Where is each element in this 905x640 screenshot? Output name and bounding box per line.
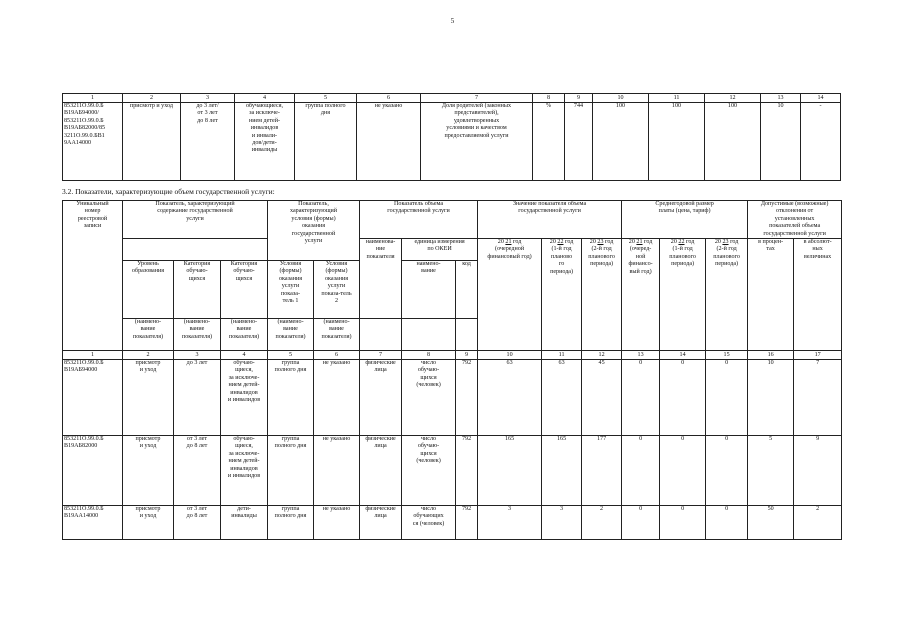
column-number: 6 (314, 351, 360, 360)
quality-cell: не указано (357, 103, 421, 181)
header-level: Уровень образования (123, 261, 174, 319)
column-number: 12 (582, 351, 622, 360)
table-cell: 0 (622, 436, 660, 506)
quality-cell: группа полного дня (295, 103, 357, 181)
table-cell: 165 (478, 436, 542, 506)
table-cell: 0 (622, 506, 660, 540)
table-cell: группа полного дня (268, 506, 314, 540)
header-value: Значение показателя объема государственной услуги (478, 201, 622, 239)
column-number: 8 (533, 94, 565, 103)
table-cell: 0 (660, 436, 706, 506)
column-number: 2 (123, 94, 181, 103)
note-category-1: (наимено- вание показателя) (174, 319, 221, 351)
quality-cell: 100 (705, 103, 761, 181)
table-cell: 792 (456, 360, 478, 436)
quality-column-numbers (63, 94, 841, 103)
column-number: 3 (174, 351, 221, 360)
table-cell: не указано (314, 360, 360, 436)
header-condition-2: Условия (формы) оказания услуги показа-тель 2 (314, 261, 360, 319)
table-cell: 9 (794, 436, 842, 506)
quality-row (63, 103, 841, 181)
header-category-1: Категория обучаю- щихся (174, 261, 221, 319)
column-number: 14 (660, 351, 706, 360)
column-number: 3 (181, 94, 235, 103)
table-cell: 165 (542, 436, 582, 506)
table-cell: от 3 лет до 8 лет (174, 506, 221, 540)
table-cell: 2 (582, 506, 622, 540)
table-cell: 0 (706, 506, 748, 540)
header-unit-name: наимено- вание (402, 261, 456, 319)
column-number: 13 (622, 351, 660, 360)
quality-cell: до 3 лет/ от 3 лет до 8 лет (181, 103, 235, 181)
table-cell: дети- инвалиды (221, 506, 268, 540)
table-cell: 0 (706, 436, 748, 506)
table-cell: число обучаю- щихся (человек) (402, 436, 456, 506)
header-conditions: Показатель, характеризующий условия (формы) оказания государственной услуги (268, 201, 360, 261)
section-title: 3.2. Показатели, характеризующие объем государственной услуги: (62, 187, 275, 196)
table-cell: 792 (456, 436, 478, 506)
quality-cell: обучающиеся, за исключе- нием детей- инвалидов и инвали- дов/дети- инвалиды (235, 103, 295, 181)
table-cell: физические лица (360, 360, 402, 436)
table-cell: 10 (748, 360, 794, 436)
column-number: 16 (748, 351, 794, 360)
table-cell: обучаю- щиеся, за исключе- нием детей- инвалидов и инвалидов (221, 360, 268, 436)
quality-cell: 853211О.99.0.Б В19АБ94000/ 853211О.99.0.Б В19АБ82000/85 3211О.99.0.БВ1 9АА14000 (63, 103, 123, 181)
table-cell: присмотр и уход (123, 360, 174, 436)
header-absolute: в абсолют- ных величинах (794, 239, 842, 351)
header-deviation: Допустимые (возможные) отклонения от установленных показателей объема государственной услуги (748, 201, 842, 239)
quality-cell: 100 (593, 103, 649, 181)
table-cell: 2 (794, 506, 842, 540)
note-category-2: (наимено- вание показателя) (221, 319, 268, 351)
column-number: 10 (478, 351, 542, 360)
quality-cell: - (801, 103, 841, 181)
column-number: 9 (565, 94, 593, 103)
quality-cell: % (533, 103, 565, 181)
table-cell: физические лица (360, 436, 402, 506)
header-fee-year-2: 20 22 год (1-й год планового периода) (660, 239, 706, 351)
header-percent: в процен- тах (748, 239, 794, 351)
header-content: Показатель, характеризующий содержание государственной услуги (123, 201, 268, 239)
table-cell: 853211О.99.0.Б В19АБ82000 (63, 436, 123, 506)
table-cell: до 3 лет (174, 360, 221, 436)
table-cell: присмотр и уход (123, 506, 174, 540)
table-cell: присмотр и уход (123, 436, 174, 506)
table-cell: 3 (478, 506, 542, 540)
header-unique-number: Уникальный номер реестровой записи (63, 201, 123, 351)
table-cell: не указано (314, 436, 360, 506)
header-fee-year-1: 20 21 год (очеред- ной финансо- вый год) (622, 239, 660, 351)
table-cell: 0 (660, 506, 706, 540)
note-level: (наимено- вание показателя) (123, 319, 174, 351)
table-cell: 5 (748, 436, 794, 506)
header-unit: единица измерения по ОКЕИ (402, 239, 478, 261)
column-number: 5 (295, 94, 357, 103)
table-cell: физические лица (360, 506, 402, 540)
column-number: 7 (360, 351, 402, 360)
quality-cell: 10 (761, 103, 801, 181)
table-cell: 177 (582, 436, 622, 506)
table-cell: 63 (478, 360, 542, 436)
column-number: 7 (421, 94, 533, 103)
column-number: 11 (542, 351, 582, 360)
column-number: 11 (649, 94, 705, 103)
column-number: 13 (761, 94, 801, 103)
table-cell: 0 (660, 360, 706, 436)
header-value-year-2: 20 22 год (1-й год планово го периода) (542, 239, 582, 351)
table-cell: 50 (748, 506, 794, 540)
note-condition-1: (наимено- вание показателя) (268, 319, 314, 351)
table-cell: число обучающих ся (человек) (402, 506, 456, 540)
quality-cell: Доля родителей (законных представителей), удовлетворенных условиями и качеством предоставляемой услуги (421, 103, 533, 181)
table-cell: 853211О.99.0.Б В19АБ94000 (63, 360, 123, 436)
column-number: 6 (357, 94, 421, 103)
table-cell: группа полного дня (268, 360, 314, 436)
column-number: 2 (123, 351, 174, 360)
header-condition-1: Условия (формы) оказания услуги показа- тель 1 (268, 261, 314, 319)
table-cell: 45 (582, 360, 622, 436)
volume-table (62, 200, 842, 540)
header-indicator-name: наименова- ние показателя (360, 239, 402, 319)
table-cell: 0 (622, 360, 660, 436)
column-number: 10 (593, 94, 649, 103)
column-number: 1 (63, 351, 123, 360)
column-number: 12 (705, 94, 761, 103)
table-cell: 7 (794, 360, 842, 436)
header-category-2: Категория обучаю- щихся (221, 261, 268, 319)
quality-cell: присмотр и уход (123, 103, 181, 181)
note-condition-2: (наимено- вание показателя) (314, 319, 360, 351)
column-number: 9 (456, 351, 478, 360)
column-number: 5 (268, 351, 314, 360)
quality-table (62, 93, 841, 181)
table-cell: от 3 лет до 8 лет (174, 436, 221, 506)
header-unit-code: код (456, 261, 478, 319)
header-value-year-3: 20 23 год (2-й год планового периода) (582, 239, 622, 351)
table-row (63, 360, 842, 436)
column-number: 8 (402, 351, 456, 360)
volume-column-numbers (63, 351, 842, 360)
page-number: 5 (450, 17, 455, 25)
column-number: 1 (63, 94, 123, 103)
table-cell: обучаю- щиеся, за исключе- нием детей- инвалидов и инвалидов (221, 436, 268, 506)
header-value-year-1: 20 21 год (очередной финансовый год) (478, 239, 542, 351)
column-number: 4 (221, 351, 268, 360)
table-row (63, 506, 842, 540)
table-cell: 853211О.99.0.Б В19АА14000 (63, 506, 123, 540)
table-row (63, 436, 842, 506)
table-cell: 3 (542, 506, 582, 540)
column-number: 15 (706, 351, 748, 360)
quality-cell: 744 (565, 103, 593, 181)
header-fee-year-3: 20 23 год (2-й год планового периода) (706, 239, 748, 351)
column-number: 14 (801, 94, 841, 103)
table-cell: 63 (542, 360, 582, 436)
column-number: 4 (235, 94, 295, 103)
column-number: 17 (794, 351, 842, 360)
quality-cell: 100 (649, 103, 705, 181)
table-cell: не указано (314, 506, 360, 540)
table-cell: группа полного дня (268, 436, 314, 506)
header-volume: Показатель объема государственной услуги (360, 201, 478, 239)
table-cell: 792 (456, 506, 478, 540)
table-cell: число обучаю- щихся (человек) (402, 360, 456, 436)
table-cell: 0 (706, 360, 748, 436)
header-fee: Среднегодовой размер платы (цена, тариф) (622, 201, 748, 239)
